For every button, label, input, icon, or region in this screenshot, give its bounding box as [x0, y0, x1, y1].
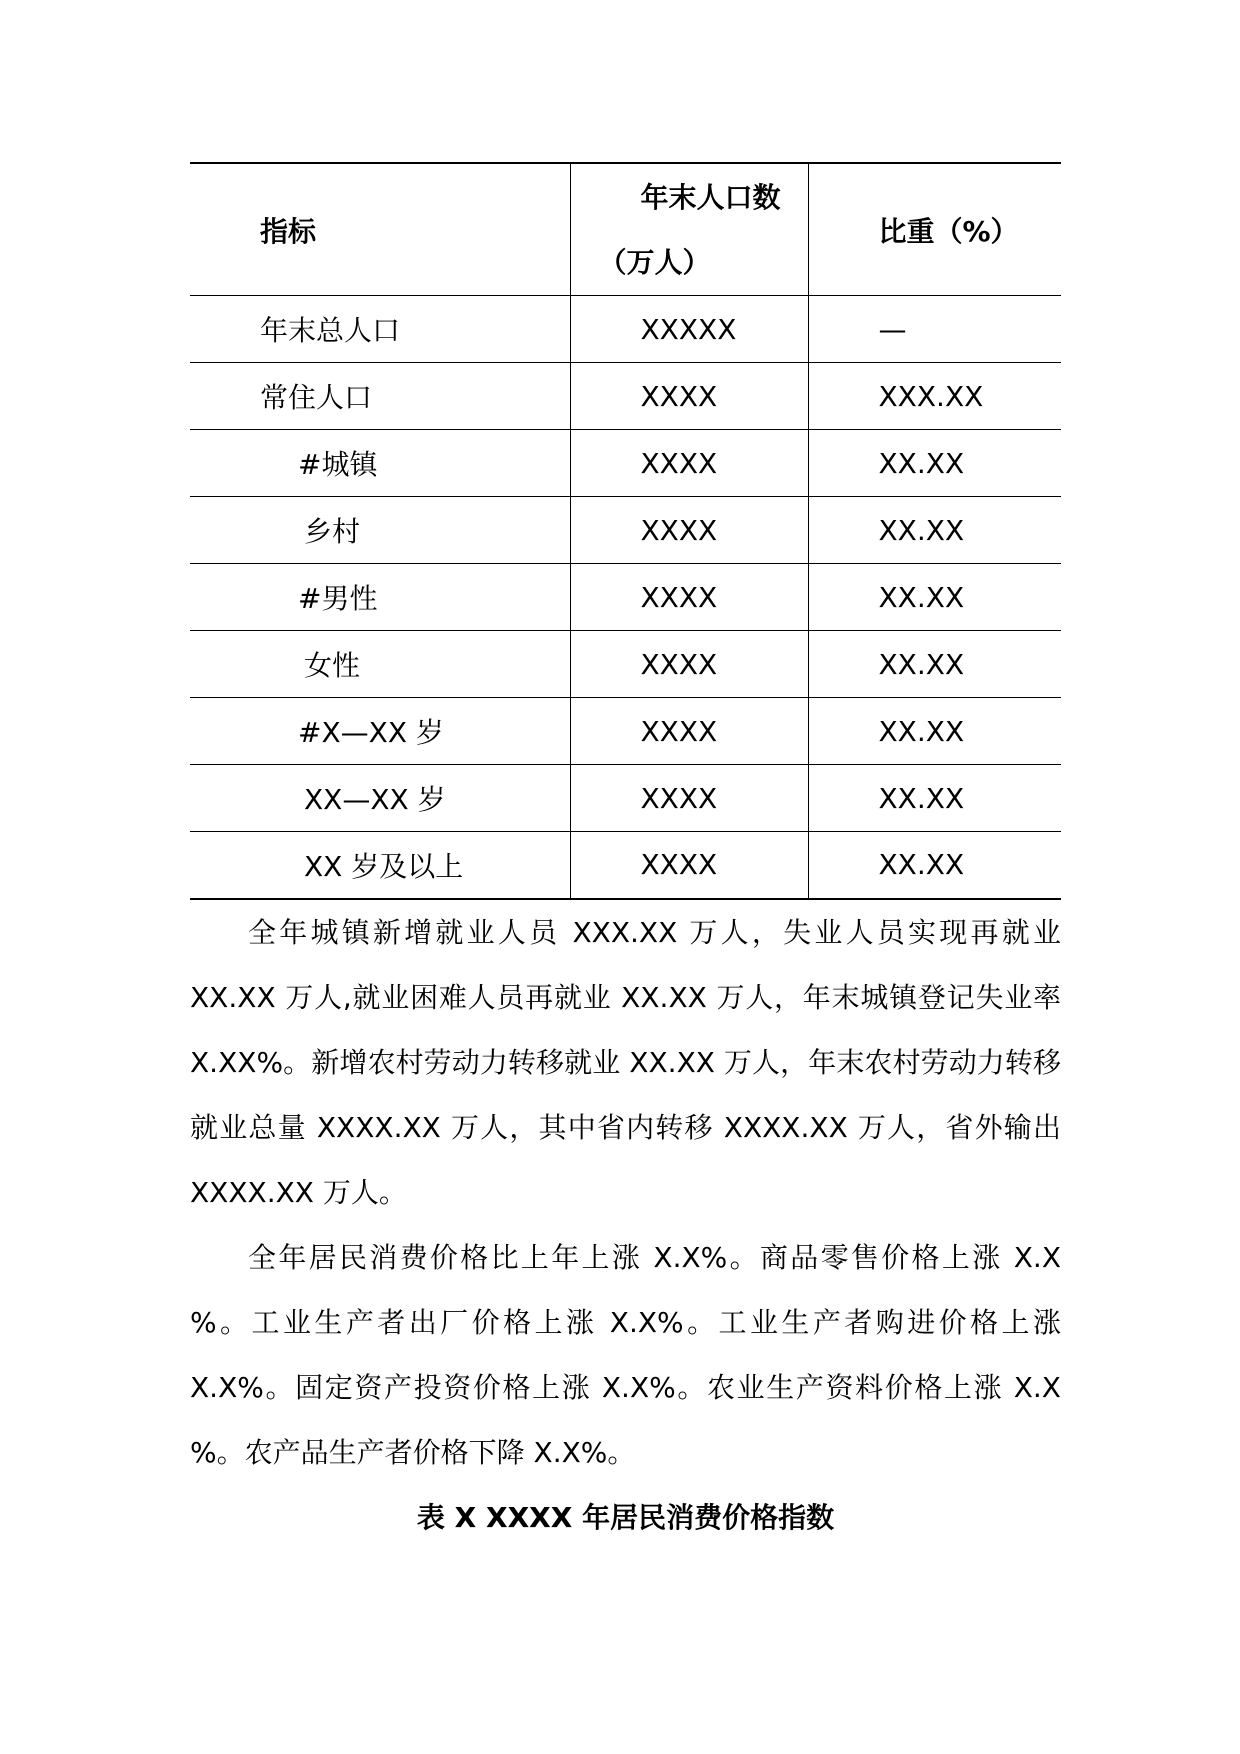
- table-row: [190, 564, 1061, 631]
- row-share: —: [808, 296, 1061, 363]
- row-label: #X—XX 岁: [190, 698, 570, 765]
- table-row: [190, 631, 1061, 698]
- header-indicator: 指标: [190, 163, 570, 296]
- table-header-row: [190, 163, 1061, 296]
- row-value: XXXX: [570, 832, 808, 899]
- header-year-end-population-line1: 年末人口数: [640, 180, 781, 214]
- row-share: XX.XX: [808, 832, 1061, 899]
- prices-paragraph: 全年居民消费价格比上年上涨 X.X%。商品零售价格上涨 X.X %。工业生产者出厂价格上涨 X.X%。工业生产者购进价格上涨 X.X%。固定资产投资价格上涨 X.X%。农业生产资料价格上涨 X.X %。农产品生产者价格下降 X.X%。: [190, 1240, 1061, 1469]
- row-share: XX.XX: [808, 631, 1061, 698]
- header-year-end-population: [570, 163, 808, 296]
- row-value: XXXX: [570, 430, 808, 497]
- employment-paragraph: 全年城镇新增就业人员 XXX.XX 万人，失业人员实现再就业 XX.XX 万人,就业困难人员再就业 XX.XX 万人，年末城镇登记失业率 X.XX%。新增农村劳动力转移就业 XX.XX 万人，年末农村劳动力转移就业总量 XXXX.XX 万人，其中省内转移 XXXX.XX 万人，省外输出 XXXX.XX 万人。: [190, 915, 1061, 1209]
- table-row: [190, 497, 1061, 564]
- table-row: [190, 698, 1061, 765]
- row-label: 女性: [190, 631, 570, 698]
- population-table: [190, 162, 1061, 900]
- row-label: XX 岁及以上: [190, 832, 570, 899]
- header-year-end-population-unit: （万人）: [598, 245, 711, 279]
- row-label: #城镇: [190, 430, 570, 497]
- row-label: 年末总人口: [190, 296, 570, 363]
- row-label: 常住人口: [190, 363, 570, 430]
- row-value: XXXX: [570, 765, 808, 832]
- header-share: 比重（%）: [808, 163, 1061, 296]
- row-value: XXXXX: [570, 296, 808, 363]
- table-row: [190, 430, 1061, 497]
- document-page: [190, 162, 1061, 1550]
- row-share: XX.XX: [808, 564, 1061, 631]
- row-label: #男性: [190, 564, 570, 631]
- table-row: [190, 363, 1061, 430]
- row-label: XX—XX 岁: [190, 765, 570, 832]
- next-table-caption: 表 X XXXX 年居民消费价格指数: [416, 1500, 835, 1534]
- row-share: XX.XX: [808, 765, 1061, 832]
- table-row: [190, 832, 1061, 899]
- row-value: XXXX: [570, 698, 808, 765]
- row-share: XX.XX: [808, 497, 1061, 564]
- row-share: XXX.XX: [808, 363, 1061, 430]
- row-value: XXXX: [570, 497, 808, 564]
- row-value: XXXX: [570, 631, 808, 698]
- row-value: XXXX: [570, 564, 808, 631]
- row-share: XX.XX: [808, 430, 1061, 497]
- row-share: XX.XX: [808, 698, 1061, 765]
- row-value: XXXX: [570, 363, 808, 430]
- table-row: [190, 296, 1061, 363]
- row-label: 乡村: [190, 497, 570, 564]
- table-row: [190, 765, 1061, 832]
